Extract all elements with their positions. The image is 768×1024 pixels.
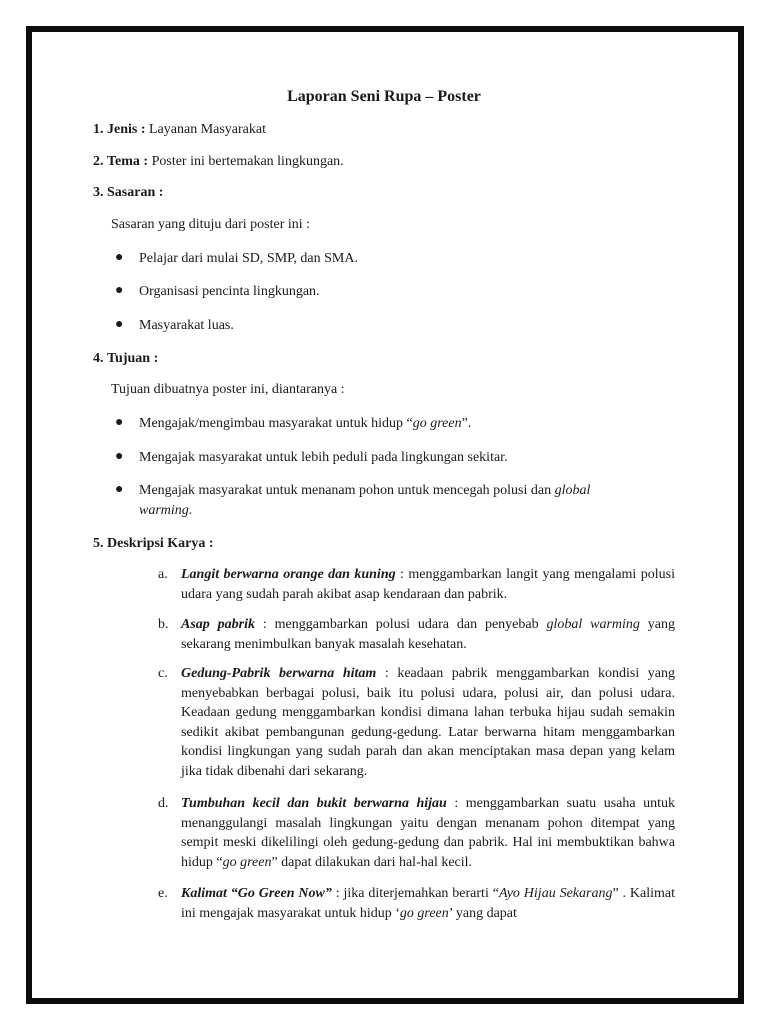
desc-c-term: Gedung-Pabrik berwarna hitam: [181, 666, 377, 681]
tujuan-bullet-3-emphasis-2: warming: [139, 503, 189, 518]
item-jenis-num: 1.: [93, 122, 104, 137]
desc-e-text-mid: ” . Kalimat ini mengajak masyarakat untuk hidup ‘: [181, 886, 676, 921]
desc-c: [181, 664, 675, 781]
item-sasaran-num: 3.: [93, 185, 104, 200]
sasaran-bullet-3: Masyarakat luas.: [139, 318, 234, 333]
tujuan-bullet-1: [139, 416, 471, 432]
desc-e-letter: e.: [158, 886, 168, 901]
desc-a-term: Langit berwarna orange dan kuning: [181, 567, 396, 582]
bullet-icon: ●: [115, 317, 124, 332]
desc-d-term: Tumbuhan kecil dan bukit berwarna hijau: [181, 796, 447, 811]
desc-a: [181, 565, 675, 604]
item-tujuan-label: Tujuan :: [107, 351, 159, 366]
desc-e-emphasis-2: go green: [399, 905, 449, 921]
page-title: Laporan Seni Rupa – Poster: [287, 88, 481, 105]
tujuan-bullet-1-end: ”.: [461, 416, 472, 431]
desc-e: [181, 884, 675, 923]
item-jenis-label: Jenis :: [107, 122, 146, 137]
desc-e-text-end: ’ yang dapat: [448, 905, 517, 921]
sasaran-bullet-1: Pelajar dari mulai SD, SMP, dan SMA.: [139, 251, 358, 266]
tujuan-bullet-3-emphasis: global: [554, 483, 591, 498]
tujuan-intro: Tujuan dibuatnya poster ini, diantaranya :: [111, 382, 345, 397]
desc-b-term: Asap pabrik: [181, 617, 255, 632]
desc-e-emphasis: Ayo Hijau Sekarang: [498, 886, 613, 901]
bullet-icon: ●: [115, 250, 124, 265]
desc-d-text-end: ” dapat dilakukan dari hal-hal kecil.: [271, 854, 473, 870]
desc-c-letter: c.: [158, 666, 168, 681]
item-tema-num: 2.: [93, 154, 104, 169]
desc-b-text: : menggambarkan polusi udara dan penyebab: [255, 617, 547, 632]
desc-b-emphasis: global warming: [546, 617, 640, 632]
tujuan-bullet-3-text: Mengajak masyarakat untuk menanam pohon untuk mencegah polusi dan: [139, 483, 555, 498]
item-deskripsi: [93, 536, 214, 552]
desc-d-letter: d.: [158, 796, 169, 811]
tujuan-bullet-1-text: Mengajak/mengimbau masyarakat untuk hidup “: [139, 416, 413, 431]
desc-a-text: : menggambarkan langit yang mengalami polusi udara yang sudah parah akibat asap kendaraan dan pabrik.: [181, 567, 675, 602]
desc-d-emphasis: go green: [222, 854, 272, 870]
bullet-icon: ●: [115, 415, 124, 430]
item-deskripsi-label: Deskripsi Karya :: [107, 536, 214, 551]
item-tema-label: Tema :: [107, 154, 149, 169]
desc-d: [181, 794, 675, 872]
desc-c-text: : keadaan pabrik menggambarkan kondisi yang menyebabkan berbagai polusi, baik itu polusi udara, polusi air, dan polusi udara. Keadaan gedung menggambarkan kondisi dimana lahan terbuka hijau sudah semakin sedikit akibat pembangunan gedung-gedung. Latar berwarna hitam menggambarkan kondisi lingkungan yang sudah parah dan akan menciptakan masa depan yang kelam jika tidak dibenahi dari sekarang.: [181, 666, 676, 779]
tujuan-bullet-3-end: .: [188, 503, 193, 518]
item-deskripsi-num: 5.: [93, 536, 104, 551]
desc-d-text: : menggambarkan suatu usaha untuk menanggulangi masalah lingkungan yaitu dengan menanam pohon ditempat yang sempit meski dikelilingi oleh gedung-gedung dan pabrik. Hal ini membuktikan bahwa hidup “: [181, 796, 675, 870]
bullet-icon: ●: [115, 283, 124, 298]
item-tema: [93, 154, 344, 170]
item-sasaran: [93, 185, 163, 201]
desc-e-term: Kalimat “Go Green Now”: [181, 886, 332, 901]
tujuan-bullet-3-cont: [139, 503, 192, 519]
tujuan-bullet-1-emphasis: go green: [412, 416, 462, 431]
item-tujuan-num: 4.: [93, 351, 104, 366]
item-jenis-value: Layanan Masyarakat: [149, 122, 266, 137]
sasaran-bullet-2: Organisasi pencinta lingkungan.: [139, 284, 320, 299]
bullet-icon: ●: [115, 449, 124, 464]
bullet-icon: ●: [115, 482, 124, 497]
item-sasaran-label: Sasaran :: [107, 185, 164, 200]
sasaran-intro: Sasaran yang dituju dari poster ini :: [111, 217, 311, 232]
item-jenis: [93, 122, 266, 138]
desc-e-text: : jika diterjemahkan berarti “: [331, 886, 499, 901]
item-tema-value: Poster ini bertemakan lingkungan.: [151, 154, 344, 169]
item-tujuan: [93, 351, 158, 367]
desc-b: [181, 615, 675, 654]
tujuan-bullet-2: Mengajak masyarakat untuk lebih peduli pada lingkungan sekitar.: [139, 450, 508, 465]
desc-a-letter: a.: [158, 567, 168, 582]
desc-b-letter: b.: [158, 617, 169, 632]
tujuan-bullet-3: [139, 483, 590, 499]
desc-b-text-end: yang sekarang menimbulkan banyak masalah kesehatan.: [181, 617, 675, 652]
